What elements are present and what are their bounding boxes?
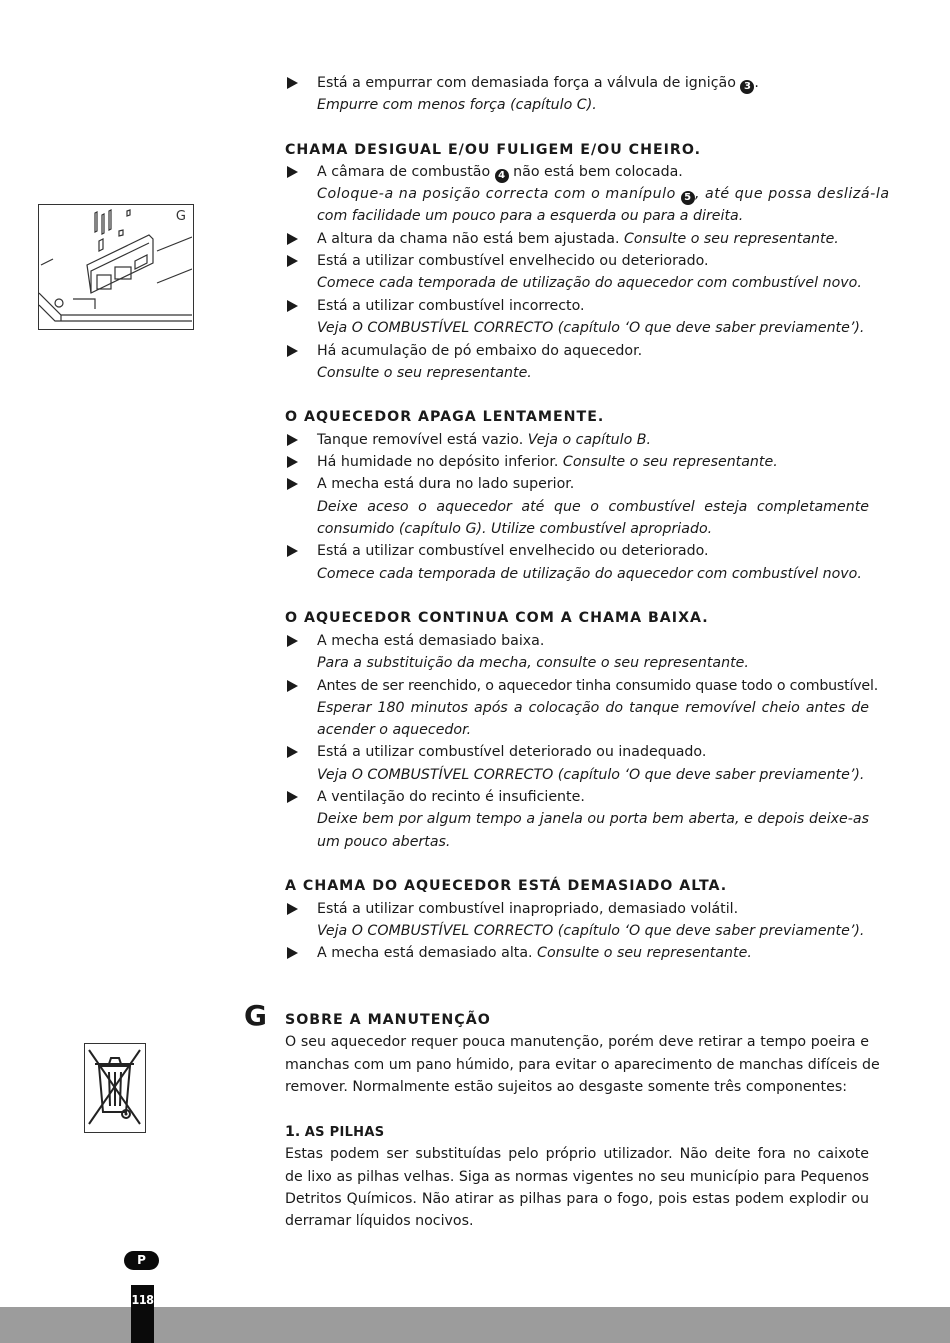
list-item: Está a utilizar combustível deteriorado ou inadequado. xyxy=(317,744,707,760)
heater-illustration-icon xyxy=(39,205,192,328)
list-item: Está a utilizar combustível envelhecido ou deteriorado. xyxy=(317,543,709,559)
intro-remedy: Empurre com menos força (capítulo C). xyxy=(317,97,597,113)
bullet-arrow-icon xyxy=(286,295,300,317)
section-heading-goes-out-slowly: O AQUECEDOR APAGA LENTAMENTE. xyxy=(285,409,605,425)
list-item: Está a utilizar combustível envelhecido ou deteriorado. xyxy=(317,253,709,269)
list-item: A mecha está demasiado baixa. xyxy=(317,633,545,649)
bullet-arrow-icon xyxy=(286,429,300,451)
list-item-remedy: Para a substituição da mecha, consulte o seu representante. xyxy=(317,655,749,671)
intro-line: Está a empurrar com demasiada força a válvula de ignição 3 . xyxy=(317,75,759,92)
paragraph-line: derramar líquidos nocivos. xyxy=(285,1213,474,1229)
list-item-remedy: Coloque-a na posição correcta com o manípulo 5 , até que possa deslizá-la xyxy=(317,186,890,203)
bullet-arrow-icon xyxy=(286,675,300,697)
list-item-remedy: Deixe bem por algum tempo a janela ou porta bem aberta, e depois deixe-as xyxy=(317,811,869,827)
bullet-arrow-icon xyxy=(286,540,300,562)
bullet-arrow-icon xyxy=(286,72,300,94)
bullet-arrow-icon xyxy=(286,473,300,495)
language-badge: P xyxy=(124,1251,159,1270)
bullet-arrow-icon xyxy=(286,630,300,652)
paragraph-line: de lixo as pilhas velhas. Siga as normas vigentes no seu município para Pequenos xyxy=(285,1169,869,1185)
list-item-remedy: Veja O COMBUSTÍVEL CORRECTO (capítulo ‘O que deve saber previamente’). xyxy=(317,320,865,336)
list-item: Está a utilizar combustível inapropriado, demasiado volátil. xyxy=(317,901,739,917)
figure-label: G xyxy=(175,209,186,224)
list-item: Antes de ser reenchido, o aquecedor tinha consumido quase todo o combustível. xyxy=(317,678,879,694)
number-5-badge: 5 xyxy=(681,191,695,205)
number-4-badge: 4 xyxy=(495,169,509,183)
list-item: Há acumulação de pó embaixo do aquecedor. xyxy=(317,343,643,359)
section-heading-maintenance: SOBRE A MANUTENÇÃO xyxy=(285,1012,491,1028)
bullet-arrow-icon xyxy=(286,340,300,362)
bullet-arrow-icon xyxy=(286,228,300,250)
heater-detail-figure xyxy=(38,204,194,330)
list-item: Está a utilizar combustível incorrecto. xyxy=(317,298,585,314)
paragraph-line: O seu aquecedor requer pouca manutenção, porém deve retirar a tempo poeira e xyxy=(285,1034,869,1050)
list-item-remedy: Esperar 180 minutos após a colocação do tanque removível cheio antes de xyxy=(317,700,869,716)
bullet-arrow-icon xyxy=(286,786,300,808)
page-number: 118 xyxy=(131,1292,154,1307)
list-item: A altura da chama não está bem ajustada. Consulte o seu representante. xyxy=(317,231,839,247)
recycling-bin-crossed-icon xyxy=(84,1043,146,1133)
list-item-remedy: Consulte o seu representante. xyxy=(317,365,532,381)
list-item-remedy: Veja O COMBUSTÍVEL CORRECTO (capítulo ‘O que deve saber previamente’). xyxy=(317,923,865,939)
list-item: A ventilação do recinto é insuficiente. xyxy=(317,789,585,805)
bullet-arrow-icon xyxy=(286,942,300,964)
weee-symbol-icon xyxy=(85,1044,144,1131)
list-item-remedy: consumido (capítulo G). Utilize combustível apropriado. xyxy=(317,521,713,537)
list-item: Há humidade no depósito inferior. Consulte o seu representante. xyxy=(317,454,778,470)
number-3-badge: 3 xyxy=(740,80,754,94)
list-item-remedy: Veja O COMBUSTÍVEL CORRECTO (capítulo ‘O que deve saber previamente’). xyxy=(317,767,865,783)
list-item-remedy: Comece cada temporada de utilização do aquecedor com combustível novo. xyxy=(317,566,862,582)
bullet-arrow-icon xyxy=(286,898,300,920)
list-item-remedy: acender o aquecedor. xyxy=(317,722,472,738)
bullet-arrow-icon xyxy=(286,741,300,763)
list-item: A mecha está demasiado alta. Consulte o seu representante. xyxy=(317,945,752,961)
bullet-arrow-icon xyxy=(286,451,300,473)
bullet-arrow-icon xyxy=(286,250,300,272)
paragraph-line: Estas podem ser substituídas pelo próprio utilizador. Não deite fora no caixote xyxy=(285,1146,869,1162)
list-item: Tanque removível está vazio. Veja o capítulo B. xyxy=(317,432,652,448)
section-heading-flame-too-high: A CHAMA DO AQUECEDOR ESTÁ DEMASIADO ALTA. xyxy=(285,878,728,894)
subsection-heading: 1. AS PILHAS xyxy=(285,1124,385,1140)
list-item: A mecha está dura no lado superior. xyxy=(317,476,575,492)
paragraph-line: Detritos Químicos. Não atirar as pilhas para o fogo, pois estas podem explodir ou xyxy=(285,1191,869,1207)
paragraph-line: manchas com um pano húmido, para evitar o aparecimento de manchas difíceis de xyxy=(285,1057,880,1073)
section-letter: G xyxy=(244,999,267,1032)
section-heading-uneven-flame: CHAMA DESIGUAL E/OU FULIGEM E/OU CHEIRO. xyxy=(285,142,701,158)
list-item-remedy: com facilidade um pouco para a esquerda ou para a direita. xyxy=(317,208,744,224)
bullet-arrow-icon xyxy=(286,161,300,183)
list-item: A câmara de combustão 4 não está bem colocada. xyxy=(317,164,683,181)
paragraph-line: remover. Normalmente estão sujeitos ao desgaste somente três componentes: xyxy=(285,1079,847,1095)
list-item-remedy: Deixe aceso o aquecedor até que o combustível esteja completamente xyxy=(317,499,869,515)
section-heading-low-flame: O AQUECEDOR CONTINUA COM A CHAMA BAIXA. xyxy=(285,610,709,626)
list-item-remedy: Comece cada temporada de utilização do aquecedor com combustível novo. xyxy=(317,275,862,291)
list-item-remedy: um pouco abertas. xyxy=(317,834,451,850)
